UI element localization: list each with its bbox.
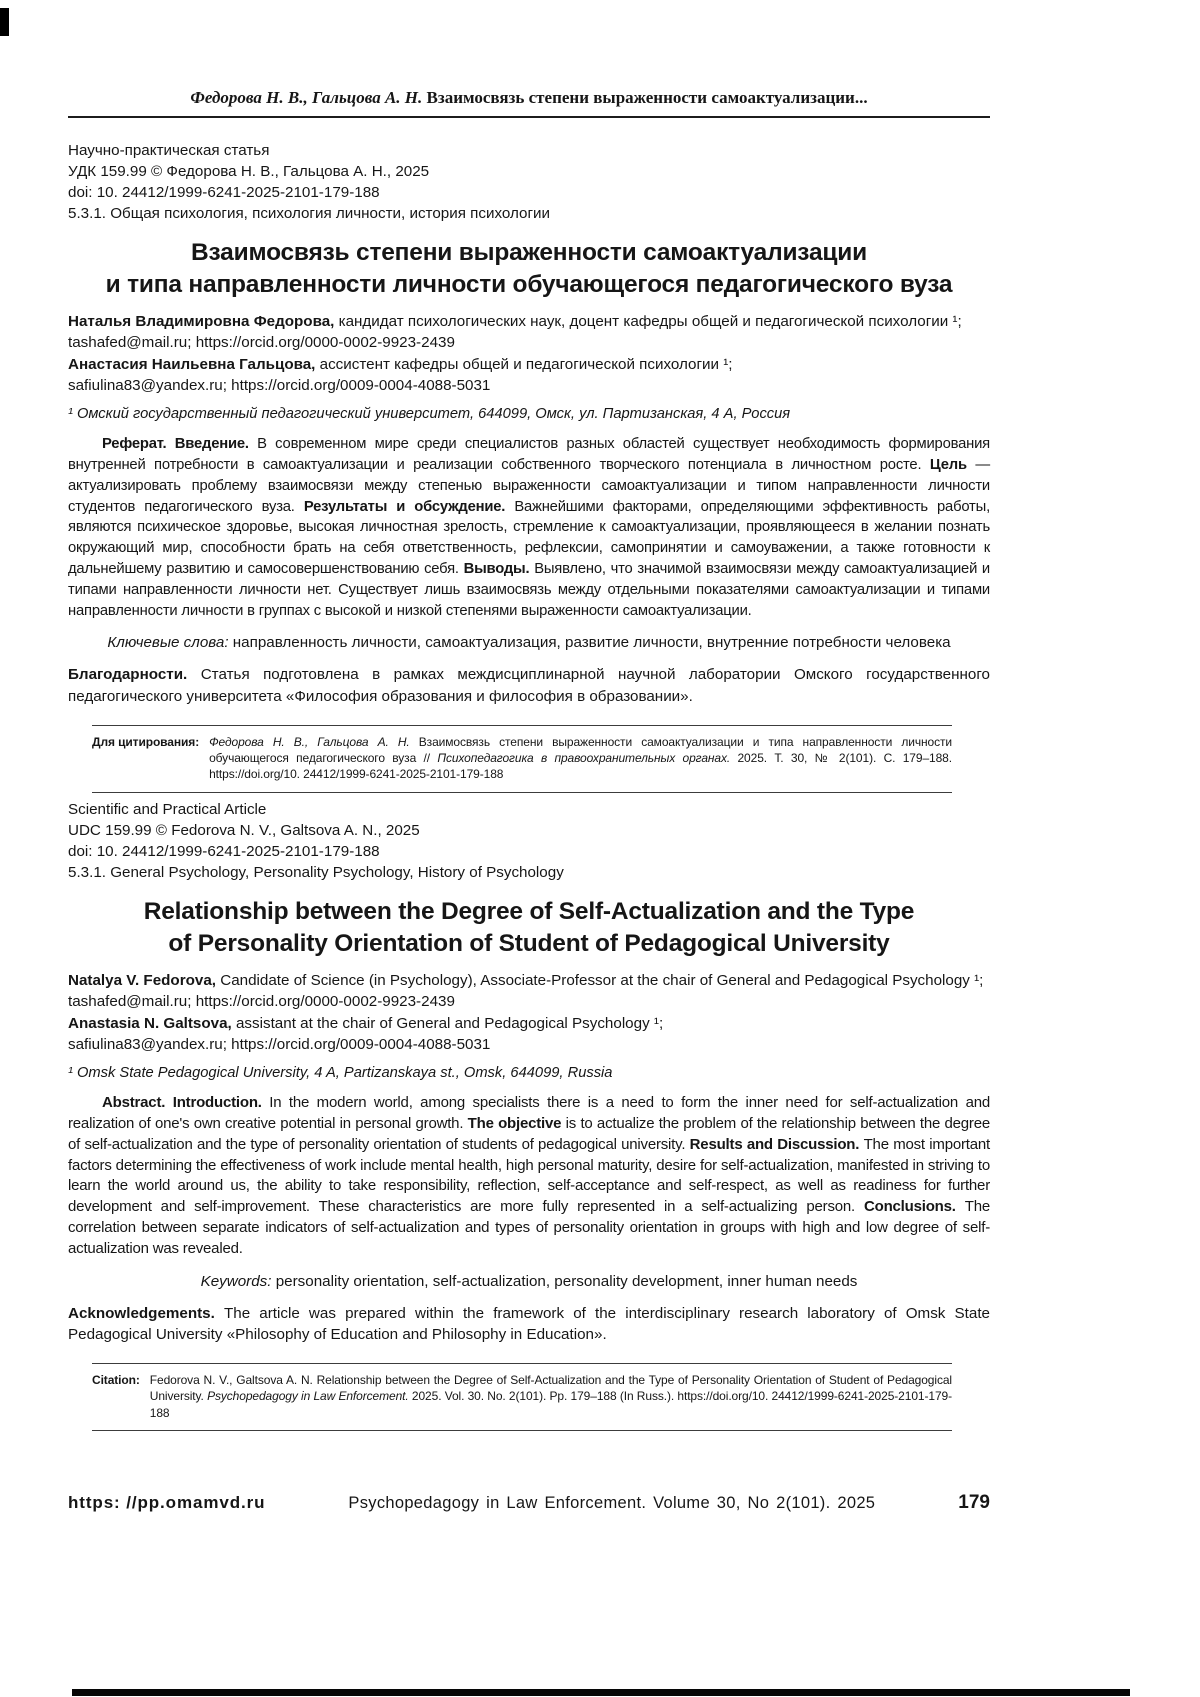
ru-author-1-contacts: tashafed@mail.ru; https://orcid.org/0000-0002-9923-2439 xyxy=(68,334,455,352)
en-citation-block xyxy=(92,1363,952,1431)
ru-author-1: Наталья Владимировна Федорова, кандидат психологических наук, доцент кафедры общей и педагогической психологии ¹; xyxy=(68,313,962,330)
ru-citation-text: Федорова Н. В., Гальцова А. Н. Взаимосвязь степени выраженности самоактуализации и типа направленности личности обучающегося педагогического вуза // Психопедагогика в правоохранительных органах. 2025. Т. 30, № 2(101). С. 179–188. https://doi.org/10. 24412/1999-6241-2025-2101-179-188 xyxy=(209,734,952,782)
running-head-authors: Федорова Н. В., Гальцова А. Н. xyxy=(190,88,423,107)
ru-acknowledgements: Благодарности. Статья подготовлена в рамках междисциплинарной научной лаборатории Омского государственного педагогического университета «Философия образования и философия в образовании». xyxy=(68,666,990,705)
en-article-title xyxy=(68,896,990,960)
ru-abstract: Реферат. Введение. В современном мире среди специалистов разных областей существует необходимость формирования внутренней потребности в самоактуализации и реализации собственного творческого потенциала в личностном росте. Цель — актуализировать проблему взаимосвязи между степенью выраженности самоактуализации и типом направленности личности студентов педагогического вуза. Результаты и обсуждение. Важнейшими факторами, определяющими эффективность работы, являются психическое здоровье, высокая личностная зрелость, стремление к самоактуализации, проявляющееся в желании познать окружающий мир, способности брать на себя ответственность, рефлексии, самопринятии и самоуважении, а также готовности к дальнейшему развитию и самосовершенствованию себя. Выводы. Выявлено, что значимой взаимосвязи между самоактуализацией и типами направленности личности нет. Существует лишь взаимосвязь между отдельными показателями самоактуализации и типами направленности личности в группах с высокой и низкой степенями выраженности самоактуализации. xyxy=(68,436,990,619)
en-citation-text: Fedorova N. V., Galtsova A. N. Relationship between the Degree of Self-Actualization and the Type of Personality Orientation of Student of Pedagogical University. Psychopedagogy in Law Enforcement. 2025. Vol. 30. No. 2(101). Pp. 179–188 (In Russ.). https://doi.org/10. 24412/1999-6241-2025-2101-179-188 xyxy=(149,1373,952,1420)
ru-citation-block xyxy=(92,725,952,793)
ru-doi-line: doi: 10. 24412/1999-6241-2025-2101-179-188 xyxy=(68,184,380,201)
en-udc-line: UDC 159.99 © Fedorova N. V., Galtsova A. N., 2025 xyxy=(68,822,420,839)
running-head xyxy=(68,88,990,108)
en-classification-line: 5.3.1. General Psychology, Personality Psychology, History of Psychology xyxy=(68,864,564,881)
en-article-meta xyxy=(68,799,990,883)
ru-affiliation: ¹ Омский государственный педагогический университет, 644099, Омск, ул. Партизанская, 4 А, Россия xyxy=(68,406,791,423)
scan-artifact-bottom-bar xyxy=(72,1689,1130,1696)
ru-author-2: Анастасия Наильевна Гальцова, ассистент кафедры общей и педагогической психологии ¹; xyxy=(68,355,733,373)
en-citation-label: Citation: xyxy=(92,1373,140,1388)
en-author-2-contacts: safiulina83@yandex.ru; https://orcid.org/0009-0004-4088-5031 xyxy=(68,1035,491,1053)
ru-keywords: Ключевые слова: направленность личности, самоактуализация, развитие личности, внутренние потребности человека xyxy=(107,634,951,652)
en-abstract: Abstract. Introduction. In the modern world, among specialists there is a need to form the inner need for self-actualization and realization of one's own creative potential in personal growth. The objective is to actualize the problem of the relationship between the degree of self-actualization and the type of personality orientation of students of pedagogical university. Results and Discussion. The most important factors determining the effectiveness of work include mental health, high personal maturity, desire for self-actualization, manifested in striving to learn the world around us, the ability to take responsibility, reflection, self-acceptance and self-respect, as well as readiness for further development and self-improvement. These characteristics are more fully represented in a self-actualizing person. Conclusions. The correlation between separate indicators of self-actualization and types of personality orientation in groups with high and low degree of self-actualization was revealed. xyxy=(68,1094,990,1257)
ru-classification-line: 5.3.1. Общая психология, психология личности, история психологии xyxy=(68,205,550,222)
en-author-1-contacts: tashafed@mail.ru; https://orcid.org/0000-0002-9923-2439 xyxy=(68,993,455,1011)
ru-citation-label: Для цитирования: xyxy=(92,734,200,749)
ru-article-type: Научно-практическая статья xyxy=(68,142,270,159)
header-rule xyxy=(68,116,990,118)
page-footer xyxy=(68,1492,990,1514)
ru-author-2-contacts: safiulina83@yandex.ru; https://orcid.org/0009-0004-4088-5031 xyxy=(68,376,491,394)
en-doi-line: doi: 10. 24412/1999-6241-2025-2101-179-188 xyxy=(68,843,380,860)
page-number: 179 xyxy=(958,1492,990,1513)
en-title-line-1: Relationship between the Degree of Self-Actualization and the Type xyxy=(143,898,915,925)
ru-article-meta xyxy=(68,140,990,224)
en-acknowledgements: Acknowledgements. The article was prepared within the framework of the interdisciplinary research laboratory of Omsk State Pedagogical University «Philosophy of Education and Philosophy in Education». xyxy=(68,1304,990,1343)
scan-artifact-top-left xyxy=(0,8,9,36)
ru-udc-line: УДК 159.99 © Федорова Н. В., Гальцова А. Н., 2025 xyxy=(68,163,430,180)
en-author-1: Natalya V. Fedorova, Candidate of Science (in Psychology), Associate-Professor at the chair of General and Pedagogical Psychology ¹; xyxy=(68,972,984,989)
en-affiliation: ¹ Omsk State Pedagogical University, 4 A, Partizanskaya st., Omsk, 644099, Russia xyxy=(68,1065,613,1082)
ru-title-line-2: и типа направленности личности обучающегося педагогического вуза xyxy=(105,271,953,298)
russian-section xyxy=(68,140,990,793)
en-article-type: Scientific and Practical Article xyxy=(68,801,267,818)
en-author-2: Anastasia N. Galtsova, assistant at the chair of General and Pedagogical Psychology ¹; xyxy=(68,1014,664,1032)
en-title-line-2: of Personality Orientation of Student of Pedagogical University xyxy=(168,930,890,957)
journal-volume-info: Psychopedagogy in Law Enforcement. Volume 30, No 2(101). 2025 xyxy=(348,1494,876,1512)
en-authors-block xyxy=(68,970,990,1055)
ru-article-title xyxy=(68,237,990,301)
ru-authors-block xyxy=(68,311,990,396)
english-section xyxy=(68,799,990,1431)
running-head-title: Взаимосвязь степени выраженности самоактуализации... xyxy=(422,88,868,107)
journal-site-url: https: //pp.omamvd.ru xyxy=(68,1493,266,1512)
en-keywords: Keywords: personality orientation, self-actualization, personality development, inner human needs xyxy=(200,1272,858,1290)
ru-title-line-1: Взаимосвязь степени выраженности самоактуализации xyxy=(191,239,867,266)
